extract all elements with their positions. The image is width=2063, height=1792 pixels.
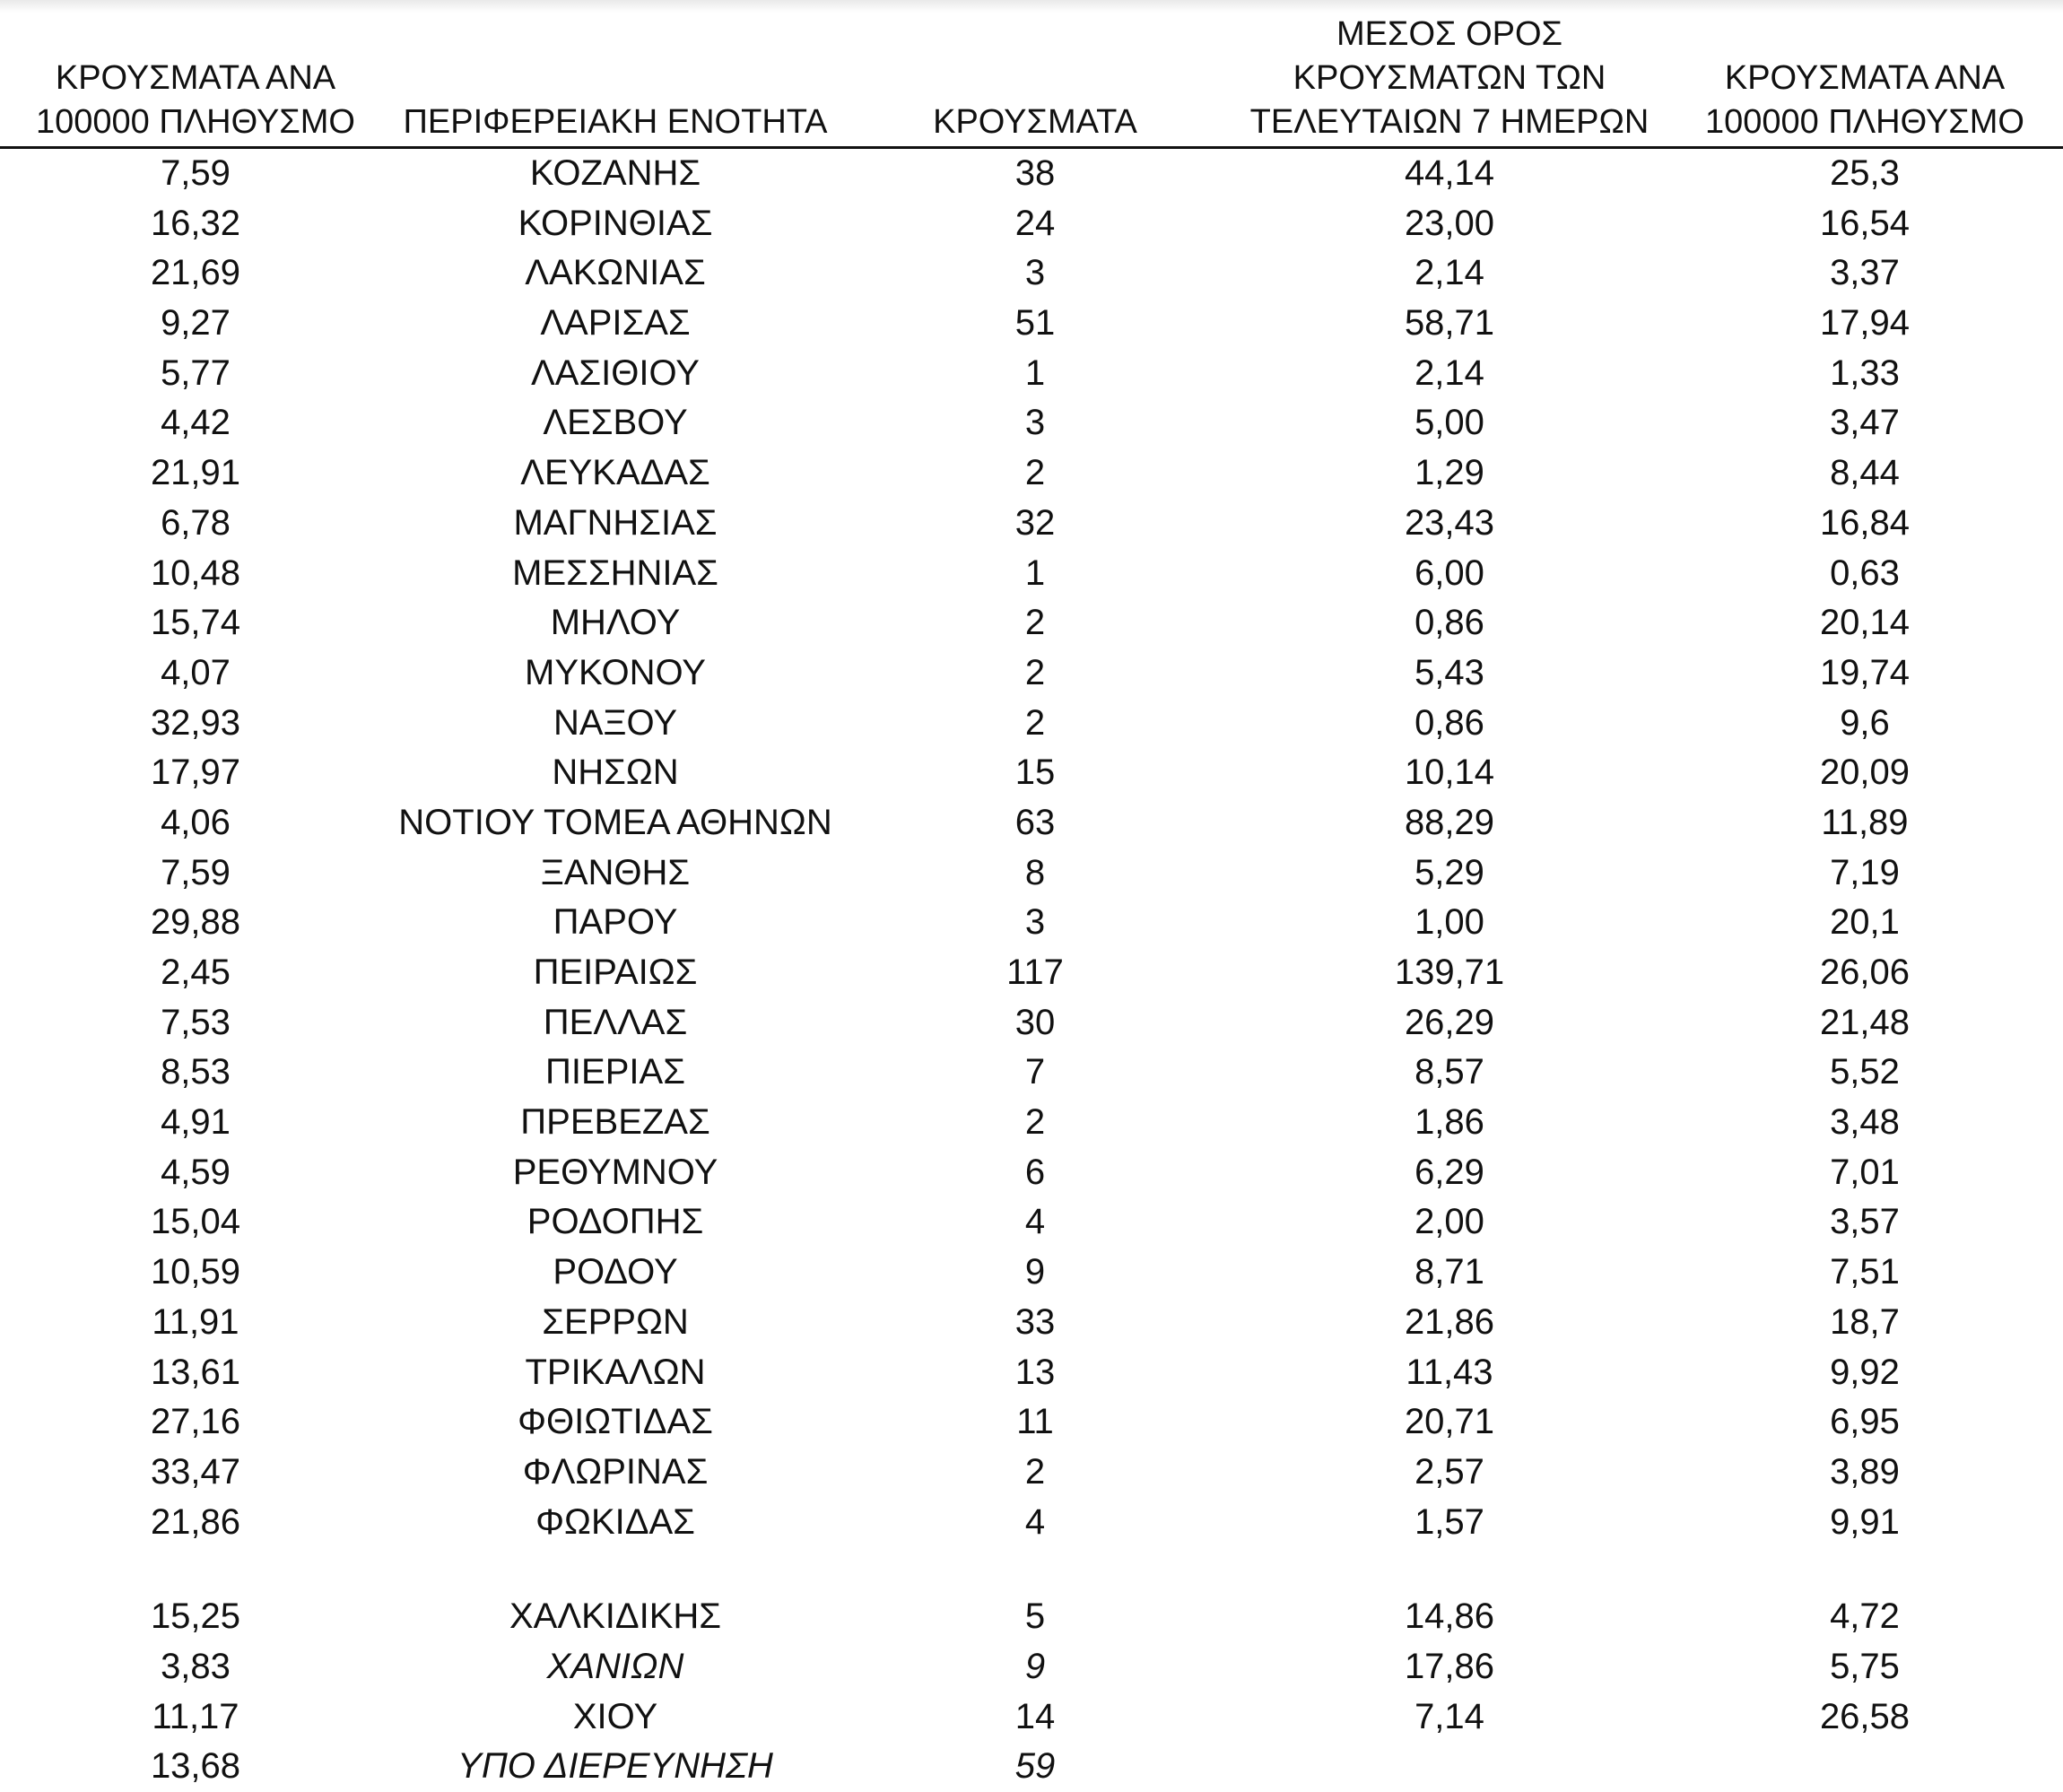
cell-cases-per-100k-left: 27,16 xyxy=(150,1402,241,1442)
cell-cases-per-100k-left: 17,97 xyxy=(150,752,241,793)
cell-regional-unit: ΤΡΙΚΑΛΩΝ xyxy=(525,1352,706,1392)
cell-7day-average: 1,86 xyxy=(1415,1102,1484,1143)
table-row xyxy=(0,1397,2063,1448)
cell-cases: 2 xyxy=(1024,603,1046,643)
cell-7day-average: 26,29 xyxy=(1404,1002,1495,1042)
cell-cases-per-100k-left: 21,91 xyxy=(150,453,241,493)
cell-cases: 33 xyxy=(1014,1301,1056,1342)
cell-cases-per-100k-left: 21,86 xyxy=(150,1501,241,1542)
cell-cases-per-100k-right: 16,84 xyxy=(1819,502,1911,543)
cell-regional-unit: ΦΛΩΡΙΝΑΣ xyxy=(522,1451,709,1492)
cell-regional-unit: ΛΕΣΒΟΥ xyxy=(543,403,688,443)
cell-regional-unit: ΦΩΚΙΔΑΣ xyxy=(535,1501,695,1542)
cell-cases: 24 xyxy=(1014,203,1056,243)
table-row xyxy=(0,349,2063,399)
header-line: ΚΡΟΥΣΜΑΤΑ ΑΝΑ xyxy=(1724,59,2006,97)
cell-cases-per-100k-left: 32,93 xyxy=(150,702,241,743)
cell-regional-unit: ΠΑΡΟΥ xyxy=(553,902,678,943)
cell-7day-average: 0,86 xyxy=(1415,603,1484,643)
header-regional-unit xyxy=(391,100,840,144)
cell-cases-per-100k-left: 15,04 xyxy=(150,1202,241,1242)
cell-cases: 11 xyxy=(1016,1402,1054,1442)
cell-cases: 51 xyxy=(1014,303,1056,344)
table-header xyxy=(0,0,2063,149)
cell-regional-unit: ΛΑΡΙΣΑΣ xyxy=(540,303,691,344)
cell-regional-unit: ΝΑΞΟΥ xyxy=(553,702,678,743)
cell-cases: 30 xyxy=(1014,1002,1056,1042)
cell-7day-average: 88,29 xyxy=(1404,802,1495,842)
cell-regional-unit: ΛΑΚΩΝΙΑΣ xyxy=(525,253,706,293)
cell-cases-per-100k-left: 11,91 xyxy=(152,1301,239,1342)
table-row xyxy=(0,1048,2063,1098)
table-row xyxy=(0,549,2063,599)
cell-7day-average: 58,71 xyxy=(1404,303,1495,344)
cell-7day-average: 1,00 xyxy=(1415,902,1484,943)
cell-7day-average: 1,57 xyxy=(1415,1501,1484,1542)
cell-regional-unit: ΚΟΖΑΝΗΣ xyxy=(529,153,701,193)
cell-cases-per-100k-right: 5,52 xyxy=(1830,1052,1900,1092)
cell-7day-average: 2,14 xyxy=(1415,253,1484,293)
cell-cases: 4 xyxy=(1024,1202,1046,1242)
cell-7day-average: 10,14 xyxy=(1404,752,1495,793)
table-row xyxy=(0,1592,2063,1642)
cell-cases-per-100k-right: 5,75 xyxy=(1830,1646,1900,1686)
table-row xyxy=(0,1498,2063,1548)
cell-cases: 38 xyxy=(1014,153,1056,193)
cell-cases-per-100k-right: 4,72 xyxy=(1830,1596,1900,1637)
cell-cases-per-100k-right: 6,95 xyxy=(1830,1402,1900,1442)
header-cases-per-100k-right xyxy=(1668,57,2061,144)
cell-cases: 3 xyxy=(1024,253,1046,293)
header-line: 100000 ΠΛΗΘΥΣΜΟ xyxy=(1704,103,2024,141)
cell-7day-average: 6,29 xyxy=(1415,1152,1484,1192)
cell-regional-unit: ΠΙΕΡΙΑΣ xyxy=(545,1052,685,1092)
cell-cases-per-100k-right: 3,48 xyxy=(1830,1102,1900,1143)
cell-cases-per-100k-right: 7,51 xyxy=(1830,1252,1900,1292)
cell-cases-per-100k-left: 4,59 xyxy=(161,1152,231,1192)
cell-cases: 63 xyxy=(1014,802,1056,842)
cell-cases: 117 xyxy=(1006,953,1064,992)
cell-cases-per-100k-left: 13,68 xyxy=(150,1746,241,1787)
table-row xyxy=(0,848,2063,899)
cell-cases-per-100k-right: 25,3 xyxy=(1830,153,1900,193)
cell-cases-per-100k-left: 10,59 xyxy=(150,1252,241,1292)
cell-7day-average: 7,14 xyxy=(1415,1696,1484,1736)
cell-regional-unit: ΧΑΛΚΙΔΙΚΗΣ xyxy=(509,1596,721,1637)
cell-regional-unit: ΧΑΝΙΩΝ xyxy=(546,1646,684,1686)
cell-7day-average: 0,86 xyxy=(1415,702,1484,743)
table-row xyxy=(0,998,2063,1048)
cell-regional-unit: ΛΕΥΚΑΔΑΣ xyxy=(520,453,710,493)
cell-cases: 2 xyxy=(1024,453,1046,493)
cell-cases-per-100k-right: 3,89 xyxy=(1830,1451,1900,1492)
cell-regional-unit: ΝΟΤΙΟΥ ΤΟΜΕΑ ΑΘΗΝΩΝ xyxy=(398,802,832,842)
cell-cases: 2 xyxy=(1024,1102,1046,1143)
cell-7day-average: 8,57 xyxy=(1415,1052,1484,1092)
cell-7day-average: 44,14 xyxy=(1404,153,1495,193)
cell-cases-per-100k-right: 20,09 xyxy=(1819,752,1911,793)
cell-regional-unit: ΡΟΔΟΠΗΣ xyxy=(527,1202,704,1242)
cell-cases: 9 xyxy=(1024,1646,1046,1686)
cell-cases-per-100k-left: 7,53 xyxy=(161,1002,231,1042)
cell-7day-average: 23,00 xyxy=(1404,203,1495,243)
table-row xyxy=(0,1148,2063,1198)
cell-regional-unit: ΦΘΙΩΤΙΔΑΣ xyxy=(518,1402,713,1442)
cell-cases-per-100k-left: 2,45 xyxy=(161,953,231,992)
cell-regional-unit: ΜΥΚΟΝΟΥ xyxy=(525,652,706,692)
cell-cases-per-100k-left: 15,25 xyxy=(150,1596,241,1637)
cell-regional-unit: ΡΟΔΟΥ xyxy=(553,1252,678,1292)
cell-cases-per-100k-left: 21,69 xyxy=(150,253,241,293)
cell-cases-per-100k-right: 1,33 xyxy=(1830,352,1900,393)
table-row xyxy=(0,699,2063,749)
cell-cases-per-100k-right: 0,63 xyxy=(1830,552,1900,593)
header-line: ΠΕΡΙΦΕΡΕΙΑΚΗ ΕΝΟΤΗΤΑ xyxy=(403,103,828,141)
table-row xyxy=(0,149,2063,199)
cell-cases: 3 xyxy=(1024,403,1046,443)
cell-cases-per-100k-right: 11,89 xyxy=(1821,802,1909,842)
cell-7day-average: 139,71 xyxy=(1394,953,1505,992)
table-row xyxy=(0,499,2063,549)
cell-cases-per-100k-right: 20,1 xyxy=(1830,902,1900,943)
cell-cases-per-100k-right: 3,57 xyxy=(1830,1202,1900,1242)
header-cases-per-100k-left xyxy=(0,57,391,144)
cell-regional-unit: ΝΗΣΩΝ xyxy=(552,752,679,793)
cell-cases-per-100k-left: 4,42 xyxy=(161,403,231,443)
cell-regional-unit: ΞΑΝΘΗΣ xyxy=(540,852,691,892)
cell-cases-per-100k-right: 26,06 xyxy=(1819,953,1911,992)
cell-cases: 8 xyxy=(1024,852,1046,892)
cell-cases: 59 xyxy=(1014,1746,1056,1787)
cell-cases-per-100k-left: 11,17 xyxy=(152,1696,239,1736)
cell-regional-unit: ΠΕΙΡΑΙΩΣ xyxy=(533,953,698,992)
table-row xyxy=(0,1642,2063,1692)
cell-cases: 9 xyxy=(1024,1252,1046,1292)
cell-7day-average: 5,43 xyxy=(1415,652,1484,692)
cell-cases: 2 xyxy=(1024,1451,1046,1492)
cell-cases-per-100k-right: 8,44 xyxy=(1830,453,1900,493)
cell-7day-average: 2,14 xyxy=(1415,352,1484,393)
cell-7day-average: 1,29 xyxy=(1415,453,1484,493)
cell-cases-per-100k-left: 16,32 xyxy=(150,203,241,243)
table-row xyxy=(0,1098,2063,1148)
header-7day-average xyxy=(1231,13,1668,144)
table-row xyxy=(0,1448,2063,1498)
cell-cases-per-100k-left: 6,78 xyxy=(161,502,231,543)
cell-cases-per-100k-right: 9,92 xyxy=(1830,1352,1900,1392)
cell-7day-average: 14,86 xyxy=(1404,1596,1495,1637)
table-row xyxy=(0,398,2063,448)
cell-regional-unit: ΥΠΟ ΔΙΕΡΕΥΝΗΣΗ xyxy=(457,1746,773,1787)
cell-7day-average: 5,00 xyxy=(1415,403,1484,443)
cell-cases-per-100k-left: 3,83 xyxy=(161,1646,231,1686)
cell-cases: 6 xyxy=(1024,1152,1046,1192)
cell-cases-per-100k-left: 15,74 xyxy=(150,603,241,643)
table-row xyxy=(0,598,2063,648)
table-row xyxy=(0,648,2063,699)
cell-7day-average: 2,00 xyxy=(1415,1202,1484,1242)
cell-regional-unit: ΠΕΛΛΑΣ xyxy=(543,1002,688,1042)
table-row xyxy=(0,1742,2063,1792)
header-cases xyxy=(840,100,1231,144)
cell-cases-per-100k-right: 21,48 xyxy=(1819,1002,1911,1042)
header-line: ΚΡΟΥΣΜΑΤΑ ΑΝΑ xyxy=(55,59,336,97)
cell-regional-unit: ΜΕΣΣΗΝΙΑΣ xyxy=(512,552,718,593)
header-line: 100000 ΠΛΗΘΥΣΜΟ xyxy=(35,103,355,141)
cell-cases-per-100k-right: 19,74 xyxy=(1819,652,1911,692)
cell-regional-unit: ΜΗΛΟΥ xyxy=(550,603,681,643)
cell-cases: 4 xyxy=(1024,1501,1046,1542)
cell-cases-per-100k-right: 7,19 xyxy=(1830,852,1900,892)
cell-7day-average: 23,43 xyxy=(1404,502,1495,543)
cell-7day-average: 17,86 xyxy=(1404,1646,1495,1686)
cell-cases-per-100k-left: 8,53 xyxy=(161,1052,231,1092)
cell-7day-average: 5,29 xyxy=(1415,852,1484,892)
table-row xyxy=(0,448,2063,499)
cell-cases: 14 xyxy=(1014,1696,1056,1736)
table-row xyxy=(0,1298,2063,1348)
cell-cases: 15 xyxy=(1014,752,1056,793)
cell-cases-per-100k-right: 18,7 xyxy=(1830,1301,1900,1342)
header-line: ΤΕΛΕΥΤΑΙΩΝ 7 ΗΜΕΡΩΝ xyxy=(1249,103,1650,141)
cell-cases-per-100k-right: 3,37 xyxy=(1830,253,1900,293)
cell-regional-unit: ΛΑΣΙΘΙΟΥ xyxy=(531,352,700,393)
cell-cases: 2 xyxy=(1024,702,1046,743)
table-row xyxy=(0,199,2063,249)
cell-7day-average: 2,57 xyxy=(1415,1451,1484,1492)
cell-7day-average: 6,00 xyxy=(1415,552,1484,593)
cell-7day-average: 8,71 xyxy=(1415,1252,1484,1292)
cell-cases-per-100k-right: 16,54 xyxy=(1819,203,1911,243)
cell-cases-per-100k-left: 29,88 xyxy=(150,902,241,943)
cell-cases-per-100k-right: 20,14 xyxy=(1819,603,1911,643)
cell-cases: 1 xyxy=(1024,552,1046,593)
cell-cases: 1 xyxy=(1024,352,1046,393)
cell-cases-per-100k-right: 26,58 xyxy=(1819,1696,1911,1736)
cell-cases-per-100k-left: 33,47 xyxy=(150,1451,241,1492)
cell-7day-average: 11,43 xyxy=(1406,1352,1493,1392)
cell-cases-per-100k-right: 3,47 xyxy=(1830,403,1900,443)
cell-7day-average: 21,86 xyxy=(1404,1301,1495,1342)
cell-regional-unit: ΚΟΡΙΝΘΙΑΣ xyxy=(518,203,713,243)
cell-regional-unit: ΧΙΟΥ xyxy=(572,1696,658,1736)
cell-cases-per-100k-left: 4,07 xyxy=(161,652,231,692)
cell-cases-per-100k-right: 17,94 xyxy=(1819,303,1911,344)
cell-regional-unit: ΣΕΡΡΩΝ xyxy=(542,1301,689,1342)
table-row xyxy=(0,748,2063,798)
table-row xyxy=(0,248,2063,299)
table-row xyxy=(0,898,2063,948)
cell-cases-per-100k-left: 4,91 xyxy=(161,1102,231,1143)
table-body xyxy=(0,149,2063,1792)
header-line: ΚΡΟΥΣΜΑΤΑ xyxy=(933,103,1137,141)
table-row xyxy=(0,1692,2063,1743)
cell-cases: 13 xyxy=(1014,1352,1056,1392)
cell-cases-per-100k-right: 9,6 xyxy=(1840,702,1890,743)
row-spacer xyxy=(0,1547,2063,1592)
table-row xyxy=(0,299,2063,349)
cell-cases-per-100k-left: 10,48 xyxy=(150,552,241,593)
table-row xyxy=(0,1197,2063,1248)
table-row xyxy=(0,1348,2063,1398)
cell-cases-per-100k-left: 7,59 xyxy=(161,153,231,193)
header-line: ΜΕΣΟΣ ΟΡΟΣ xyxy=(1336,15,1563,53)
cell-cases-per-100k-left: 5,77 xyxy=(161,352,231,393)
cell-cases: 32 xyxy=(1014,502,1056,543)
cell-regional-unit: ΠΡΕΒΕΖΑΣ xyxy=(520,1102,710,1143)
cell-regional-unit: ΡΕΘΥΜΝΟΥ xyxy=(512,1152,718,1192)
table-row xyxy=(0,1248,2063,1298)
cell-cases: 2 xyxy=(1024,652,1046,692)
cell-cases-per-100k-right: 9,91 xyxy=(1830,1501,1900,1542)
cell-cases: 3 xyxy=(1024,902,1046,943)
table-row xyxy=(0,948,2063,998)
cell-cases-per-100k-left: 9,27 xyxy=(161,303,231,344)
cell-cases-per-100k-right: 7,01 xyxy=(1830,1152,1900,1192)
cell-cases: 7 xyxy=(1024,1052,1046,1092)
cell-regional-unit: ΜΑΓΝΗΣΙΑΣ xyxy=(513,502,718,543)
cell-cases-per-100k-left: 4,06 xyxy=(161,802,231,842)
header-line: ΚΡΟΥΣΜΑΤΩΝ ΤΩΝ xyxy=(1293,59,1606,97)
cell-7day-average: 20,71 xyxy=(1404,1402,1495,1442)
cell-cases-per-100k-left: 13,61 xyxy=(150,1352,241,1392)
cell-cases-per-100k-left: 7,59 xyxy=(161,852,231,892)
cell-cases: 5 xyxy=(1024,1596,1046,1637)
table-row xyxy=(0,798,2063,848)
